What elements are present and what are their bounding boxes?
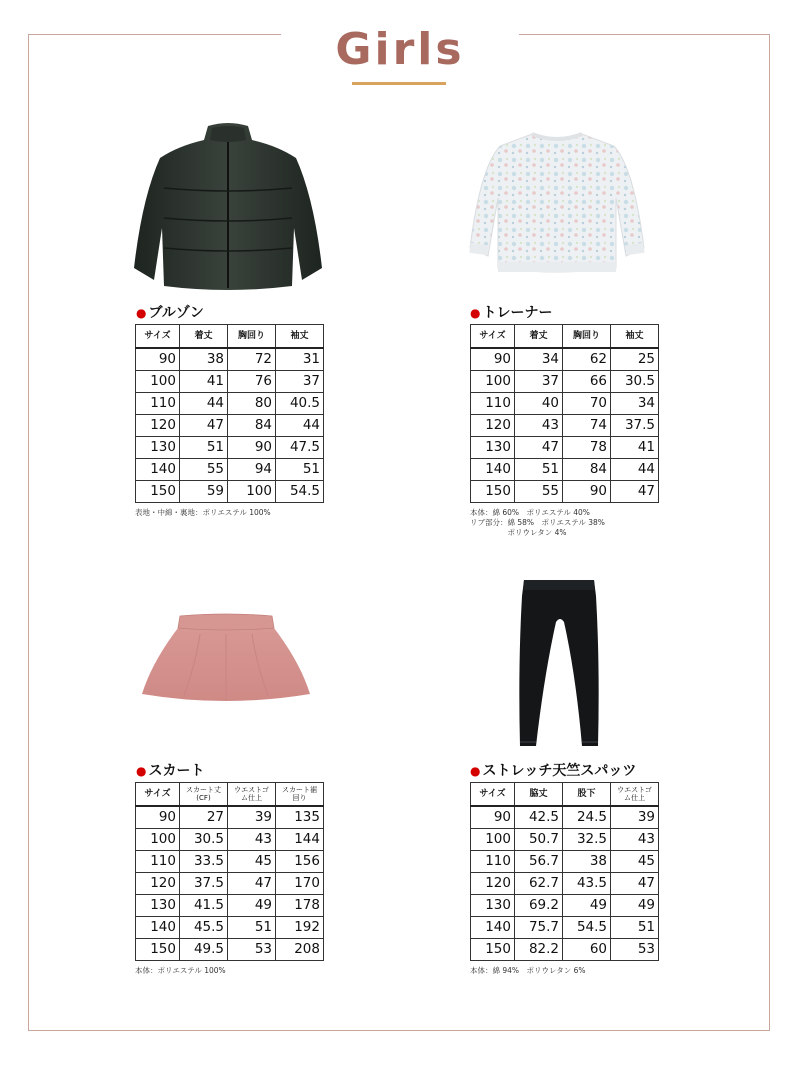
table-row: 100 30.5 43 144 <box>136 828 324 850</box>
material-trainer: 本体：綿 60% ポリエステル 40% リブ部分：綿 58% ポリエステル 38% ポリウレタン 4% <box>470 508 605 537</box>
product-name-blouson: ● ブルゾン <box>136 305 204 321</box>
header-side-length: 脇丈 <box>515 783 563 806</box>
table-row: 140 75.7 54.5 51 <box>471 916 659 938</box>
header-length: 着丈 <box>180 325 228 348</box>
table-row: 140 45.5 51 192 <box>136 916 324 938</box>
table-row: 150 82.2 60 53 <box>471 938 659 960</box>
page-title: Girls <box>335 24 465 75</box>
header-hem: スカート裾回り <box>276 783 324 806</box>
table-row: 100 50.7 32.5 43 <box>471 828 659 850</box>
header-chest: 胸回り <box>228 325 276 348</box>
header-size: サイズ <box>136 325 180 348</box>
table-row: 120 47 84 44 <box>136 414 324 436</box>
product-name-skirt: ● スカート <box>136 763 205 779</box>
product-name-leggings: ● ストレッチ天竺スパッツ <box>470 763 637 779</box>
table-row: 110 44 80 40.5 <box>136 392 324 414</box>
header-inseam: 股下 <box>563 783 611 806</box>
table-row: 90 34 62 25 <box>471 348 659 371</box>
header-chest: 胸回り <box>563 325 611 348</box>
table-row: 130 69.2 49 49 <box>471 894 659 916</box>
header-size: サイズ <box>136 783 180 806</box>
leggings-image <box>514 576 604 752</box>
table-row: 120 62.7 43.5 47 <box>471 872 659 894</box>
table-row: 140 55 94 51 <box>136 458 324 480</box>
header-skirt-length: スカート丈(CF) <box>180 783 228 806</box>
header-waist: ウエストゴム仕上 <box>228 783 276 806</box>
table-row: 140 51 84 44 <box>471 458 659 480</box>
table-row: 100 37 66 30.5 <box>471 370 659 392</box>
header-sleeve: 袖丈 <box>611 325 659 348</box>
size-table-leggings <box>470 782 659 961</box>
table-row: 130 51 90 47.5 <box>136 436 324 458</box>
table-row: 110 40 70 34 <box>471 392 659 414</box>
material-skirt: 本体：ポリエステル 100% <box>135 966 226 975</box>
table-row: 150 49.5 53 208 <box>136 938 324 960</box>
jacket-image <box>128 118 328 293</box>
material-blouson: 表地・中綿・裏地：ポリエステル 100% <box>135 508 271 517</box>
product-name-trainer: ● トレーナー <box>470 305 553 321</box>
table-row: 110 33.5 45 156 <box>136 850 324 872</box>
table-row: 90 27 39 135 <box>136 806 324 829</box>
title-underline <box>352 82 446 85</box>
size-table-skirt <box>135 782 324 961</box>
header-length: 着丈 <box>515 325 563 348</box>
table-row: 150 59 100 54.5 <box>136 480 324 502</box>
table-row: 130 41.5 49 178 <box>136 894 324 916</box>
table-row: 150 55 90 47 <box>471 480 659 502</box>
skirt-image <box>140 612 312 704</box>
table-row: 130 47 78 41 <box>471 436 659 458</box>
table-row: 120 37.5 47 170 <box>136 872 324 894</box>
header-sleeve: 袖丈 <box>276 325 324 348</box>
sweatshirt-image <box>468 128 646 280</box>
size-table-trainer <box>470 324 659 503</box>
table-row: 110 56.7 38 45 <box>471 850 659 872</box>
size-table-blouson <box>135 324 324 503</box>
material-leggings: 本体：綿 94% ポリウレタン 6% <box>470 966 586 975</box>
table-row: 90 38 72 31 <box>136 348 324 371</box>
table-row: 100 41 76 37 <box>136 370 324 392</box>
table-row: 120 43 74 37.5 <box>471 414 659 436</box>
table-row: 90 42.5 24.5 39 <box>471 806 659 829</box>
header-size: サイズ <box>471 325 515 348</box>
header-waist: ウエストゴム仕上 <box>611 783 659 806</box>
header-size: サイズ <box>471 783 515 806</box>
